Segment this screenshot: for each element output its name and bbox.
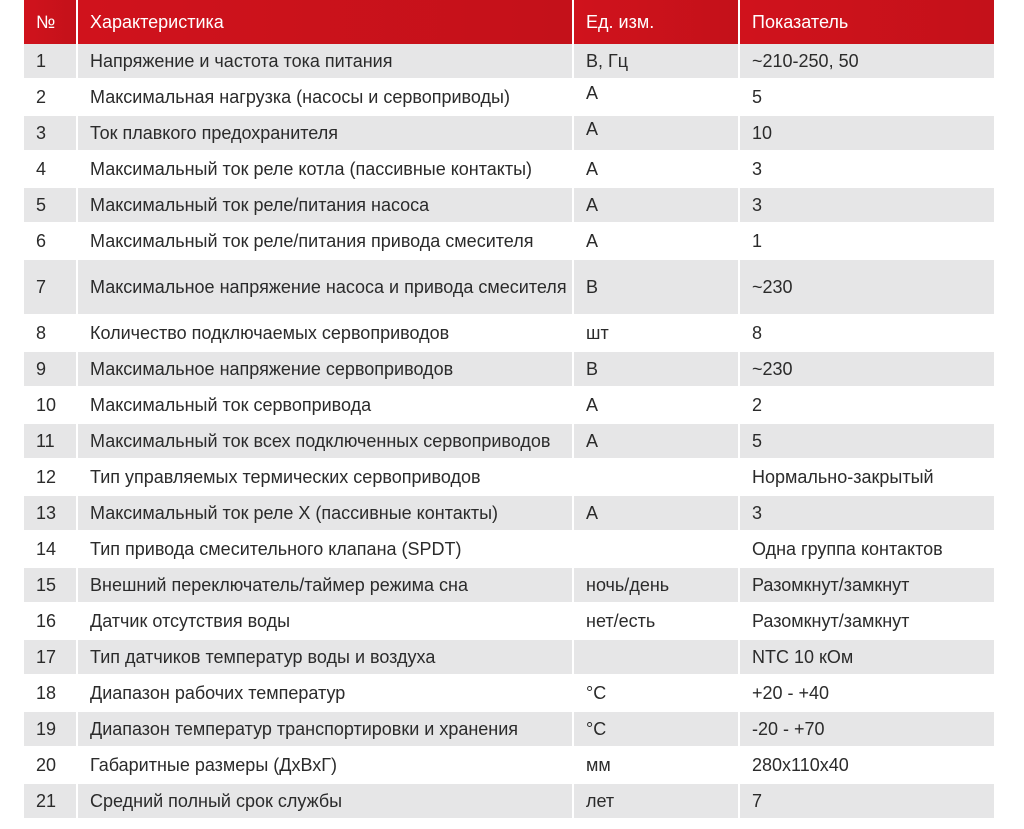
cell-num: 16 (24, 604, 78, 640)
cell-unit: °С (574, 712, 740, 748)
table-row (24, 188, 994, 224)
cell-name: Ток плавкого предохранителя (78, 116, 574, 152)
cell-value: Разомкнут/замкнут (740, 604, 994, 640)
cell-name: Максимальная нагрузка (насосы и сервоприводы) (78, 80, 574, 116)
cell-unit: В, Гц (574, 44, 740, 80)
cell-value: 10 (740, 116, 994, 152)
cell-unit: мм (574, 748, 740, 784)
table-row (24, 460, 994, 496)
cell-value: Нормально-закрытый (740, 460, 994, 496)
cell-value: +20 - +40 (740, 676, 994, 712)
table-row (24, 676, 994, 712)
table-row (24, 784, 994, 820)
cell-unit: А (574, 152, 740, 188)
cell-num: 9 (24, 352, 78, 388)
specifications-table (24, 0, 994, 820)
cell-name: Максимальный ток реле/питания насоса (78, 188, 574, 224)
cell-num: 2 (24, 80, 78, 116)
table-row (24, 260, 994, 316)
cell-name: Количество подключаемых сервоприводов (78, 316, 574, 352)
cell-value: -20 - +70 (740, 712, 994, 748)
cell-num: 3 (24, 116, 78, 152)
table-row (24, 748, 994, 784)
cell-value: ~230 (740, 352, 994, 388)
cell-num: 14 (24, 532, 78, 568)
table-row (24, 224, 994, 260)
cell-num: 17 (24, 640, 78, 676)
cell-name: Средний полный срок службы (78, 784, 574, 820)
cell-value: 280x110x40 (740, 748, 994, 784)
cell-name: Внешний переключатель/таймер режима сна (78, 568, 574, 604)
header-num: № (24, 0, 78, 44)
cell-unit: А (574, 424, 740, 460)
cell-num: 6 (24, 224, 78, 260)
cell-value: ~230 (740, 260, 994, 316)
cell-unit: шт (574, 316, 740, 352)
cell-num: 12 (24, 460, 78, 496)
cell-unit (574, 460, 740, 496)
cell-num: 20 (24, 748, 78, 784)
cell-value: 3 (740, 496, 994, 532)
table-body (24, 44, 994, 820)
cell-unit: нет/есть (574, 604, 740, 640)
cell-value: 1 (740, 224, 994, 260)
table-row (24, 352, 994, 388)
cell-value: 3 (740, 152, 994, 188)
header-value: Показатель (740, 0, 994, 44)
cell-unit: А (574, 224, 740, 260)
cell-name: Диапазон рабочих температур (78, 676, 574, 712)
cell-unit (574, 532, 740, 568)
cell-value: ~210-250, 50 (740, 44, 994, 80)
header-unit: Ед. изм. (574, 0, 740, 44)
cell-num: 15 (24, 568, 78, 604)
cell-num: 5 (24, 188, 78, 224)
cell-num: 18 (24, 676, 78, 712)
table-row (24, 152, 994, 188)
cell-name: Максимальный ток реле котла (пассивные контакты) (78, 152, 574, 188)
cell-name: Максимальный ток реле/питания привода смесителя (78, 224, 574, 260)
cell-name: Максимальное напряжение сервоприводов (78, 352, 574, 388)
cell-name: Датчик отсутствия воды (78, 604, 574, 640)
cell-unit: В (574, 260, 740, 316)
cell-name: Тип датчиков температур воды и воздуха (78, 640, 574, 676)
cell-num: 19 (24, 712, 78, 748)
cell-name: Тип управляемых термических сервоприводов (78, 460, 574, 496)
cell-value: 5 (740, 80, 994, 116)
cell-name: Максимальный ток всех подключенных сервоприводов (78, 424, 574, 460)
cell-num: 7 (24, 260, 78, 316)
cell-name: Габаритные размеры (ДхВхГ) (78, 748, 574, 784)
table-row (24, 44, 994, 80)
cell-unit: А (574, 116, 740, 152)
cell-value: 7 (740, 784, 994, 820)
cell-name: Максимальный ток реле X (пассивные контакты) (78, 496, 574, 532)
table-row (24, 604, 994, 640)
table-row (24, 640, 994, 676)
cell-unit: А (574, 80, 740, 116)
table-row (24, 568, 994, 604)
cell-num: 11 (24, 424, 78, 460)
cell-unit: лет (574, 784, 740, 820)
cell-num: 13 (24, 496, 78, 532)
cell-unit (574, 640, 740, 676)
table-row (24, 116, 994, 152)
header-name: Характеристика (78, 0, 574, 44)
cell-value: NTC 10 кОм (740, 640, 994, 676)
table-row (24, 316, 994, 352)
table-header (24, 0, 994, 44)
cell-name: Максимальное напряжение насоса и привода смесителя (78, 260, 574, 316)
cell-unit: °С (574, 676, 740, 712)
cell-value: 3 (740, 188, 994, 224)
cell-unit: В (574, 352, 740, 388)
cell-unit: ночь/день (574, 568, 740, 604)
cell-num: 1 (24, 44, 78, 80)
cell-name: Максимальный ток сервопривода (78, 388, 574, 424)
table-row (24, 80, 994, 116)
cell-name: Диапазон температур транспортировки и хранения (78, 712, 574, 748)
cell-unit: А (574, 388, 740, 424)
cell-unit: А (574, 188, 740, 224)
table-row (24, 496, 994, 532)
cell-num: 4 (24, 152, 78, 188)
cell-value: 5 (740, 424, 994, 460)
cell-unit: А (574, 496, 740, 532)
cell-value: 2 (740, 388, 994, 424)
cell-value: Одна группа контактов (740, 532, 994, 568)
cell-name: Тип привода смесительного клапана (SPDT) (78, 532, 574, 568)
table-row (24, 388, 994, 424)
cell-num: 8 (24, 316, 78, 352)
table-row (24, 424, 994, 460)
table-row (24, 532, 994, 568)
table-row (24, 712, 994, 748)
cell-num: 10 (24, 388, 78, 424)
cell-value: 8 (740, 316, 994, 352)
cell-num: 21 (24, 784, 78, 820)
cell-name: Напряжение и частота тока питания (78, 44, 574, 80)
cell-value: Разомкнут/замкнут (740, 568, 994, 604)
